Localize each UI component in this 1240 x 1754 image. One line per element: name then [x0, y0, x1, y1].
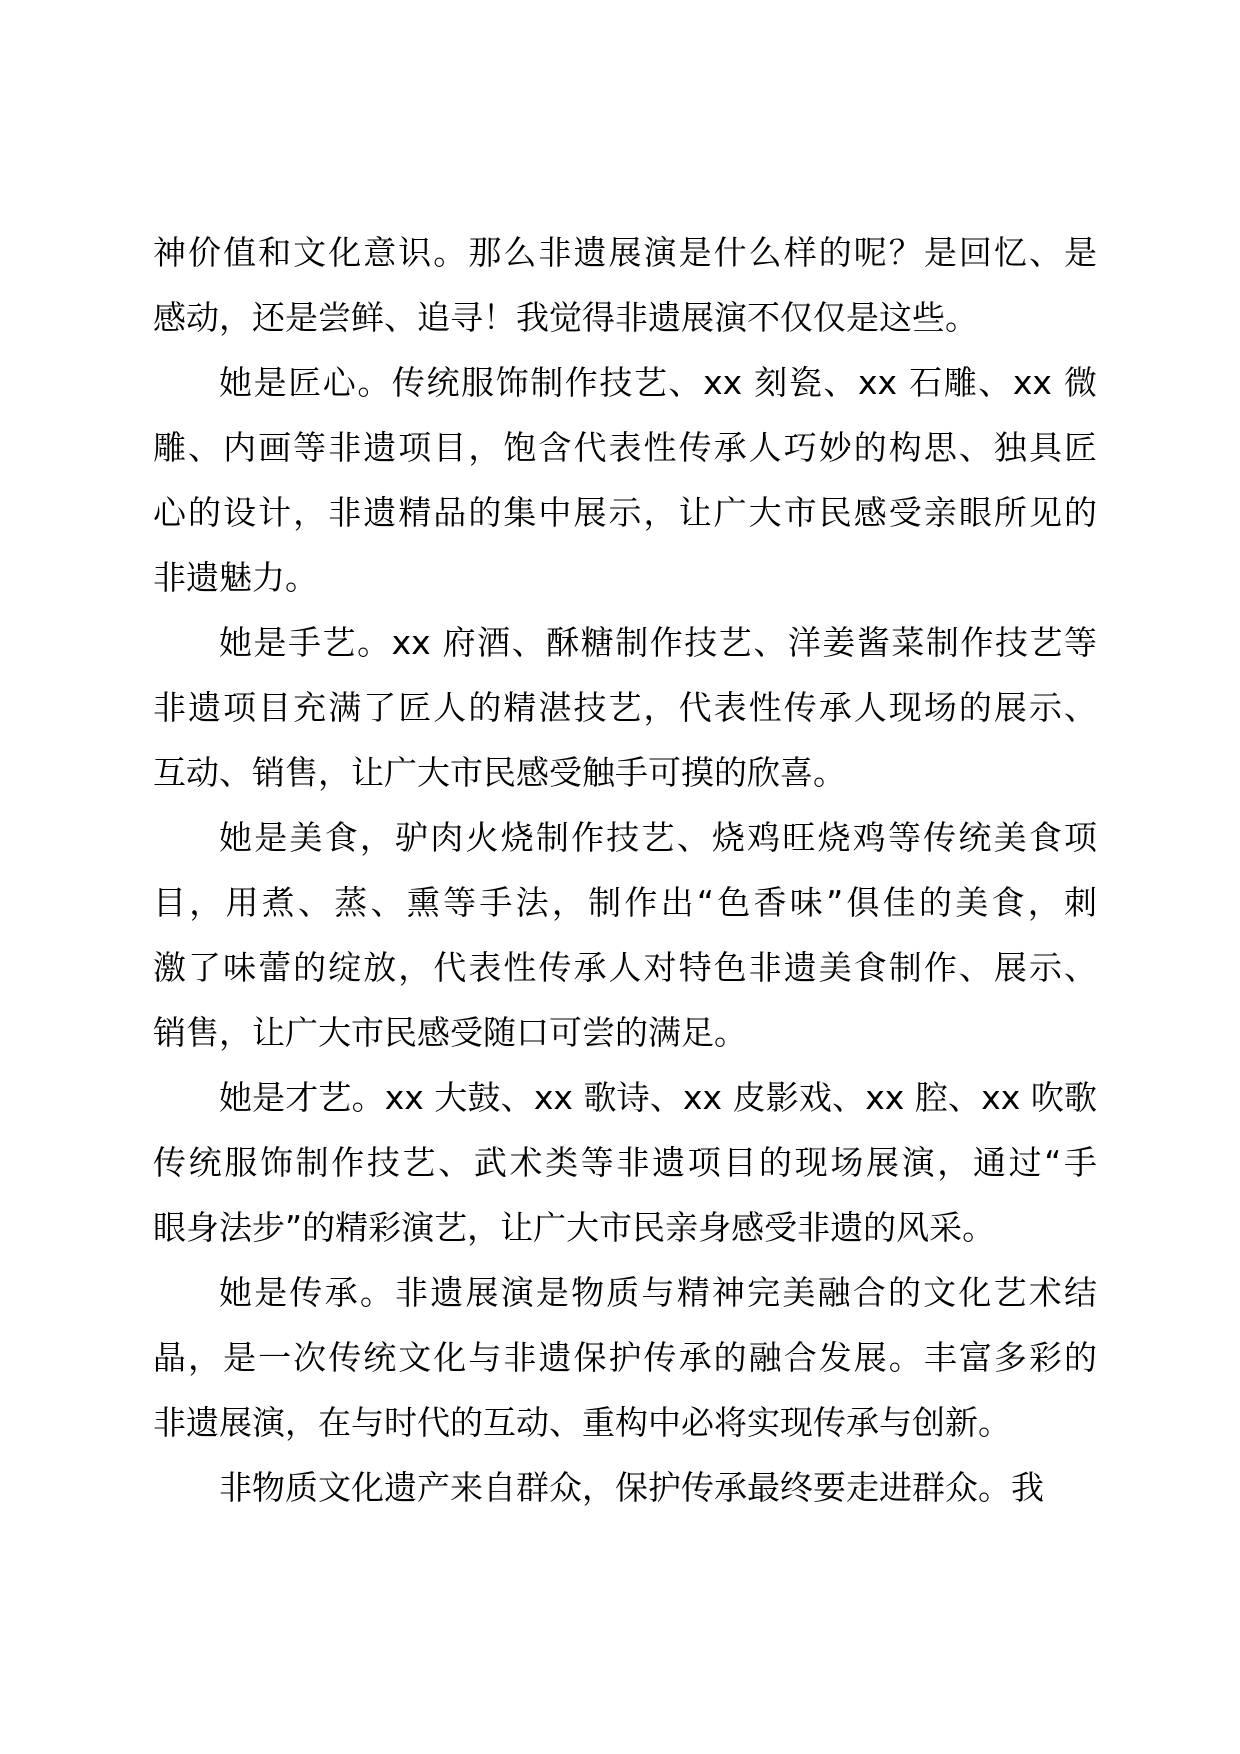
text-line: 眼身法步”的精彩演艺，让广大市民亲身感受非遗的风采。	[153, 1208, 996, 1247]
text-line: 她是美食，驴肉火烧制作技艺、烧鸡旺烧鸡等传统美食项	[219, 818, 1097, 857]
text-line: 神价值和文化意识。那么非遗展演是什么样的呢？是回忆、是	[153, 233, 1097, 272]
text-line: 心的设计，非遗精品的集中展示，让广大市民感受亲眼所见的	[153, 493, 1097, 532]
paragraph	[153, 220, 1097, 350]
text-line: 传统服饰制作技艺、武术类等非遗项目的现场展演，通过“手	[153, 1143, 1097, 1182]
text-line: 非遗魅力。	[153, 558, 318, 597]
text-line: 非物质文化遗产来自群众，保护传承最终要走进群众。我	[219, 1468, 1044, 1507]
text-line: 她是匠心。传统服饰制作技艺、xx 刻瓷、xx 石雕、xx 微	[219, 363, 1097, 402]
text-line: 她是传承。非遗展演是物质与精神完美融合的文化艺术结	[219, 1273, 1097, 1312]
paragraph	[153, 350, 1097, 610]
paragraph	[153, 1455, 1097, 1520]
text-line: 晶，是一次传统文化与非遗保护传承的融合发展。丰富多彩的	[153, 1338, 1097, 1377]
text-line: 她是手艺。xx 府酒、酥糖制作技艺、洋姜酱菜制作技艺等	[219, 623, 1097, 662]
text-line: 互动、销售，让广大市民感受触手可摸的欣喜。	[153, 753, 846, 792]
paragraph	[153, 1260, 1097, 1455]
text-line: 非遗项目充满了匠人的精湛技艺，代表性传承人现场的展示、	[153, 688, 1097, 727]
text-line: 销售，让广大市民感受随口可尝的满足。	[153, 1013, 747, 1052]
text-line: 非遗展演，在与时代的互动、重构中必将实现传承与创新。	[153, 1403, 1011, 1442]
document-body	[153, 220, 1097, 1520]
text-line: 激了味蕾的绽放，代表性传承人对特色非遗美食制作、展示、	[153, 948, 1097, 987]
text-line: 她是才艺。xx 大鼓、xx 歌诗、xx 皮影戏、xx 腔、xx 吹歌	[219, 1078, 1097, 1117]
paragraph	[153, 610, 1097, 805]
text-line: 感动，还是尝鲜、追寻！我觉得非遗展演不仅仅是这些。	[153, 298, 978, 337]
text-line: 雕、内画等非遗项目，饱含代表性传承人巧妙的构思、独具匠	[153, 428, 1097, 467]
text-line: 目，用煮、蒸、熏等手法，制作出“色香味”俱佳的美食，刺	[153, 883, 1097, 922]
paragraph	[153, 1065, 1097, 1260]
paragraph	[153, 805, 1097, 1065]
